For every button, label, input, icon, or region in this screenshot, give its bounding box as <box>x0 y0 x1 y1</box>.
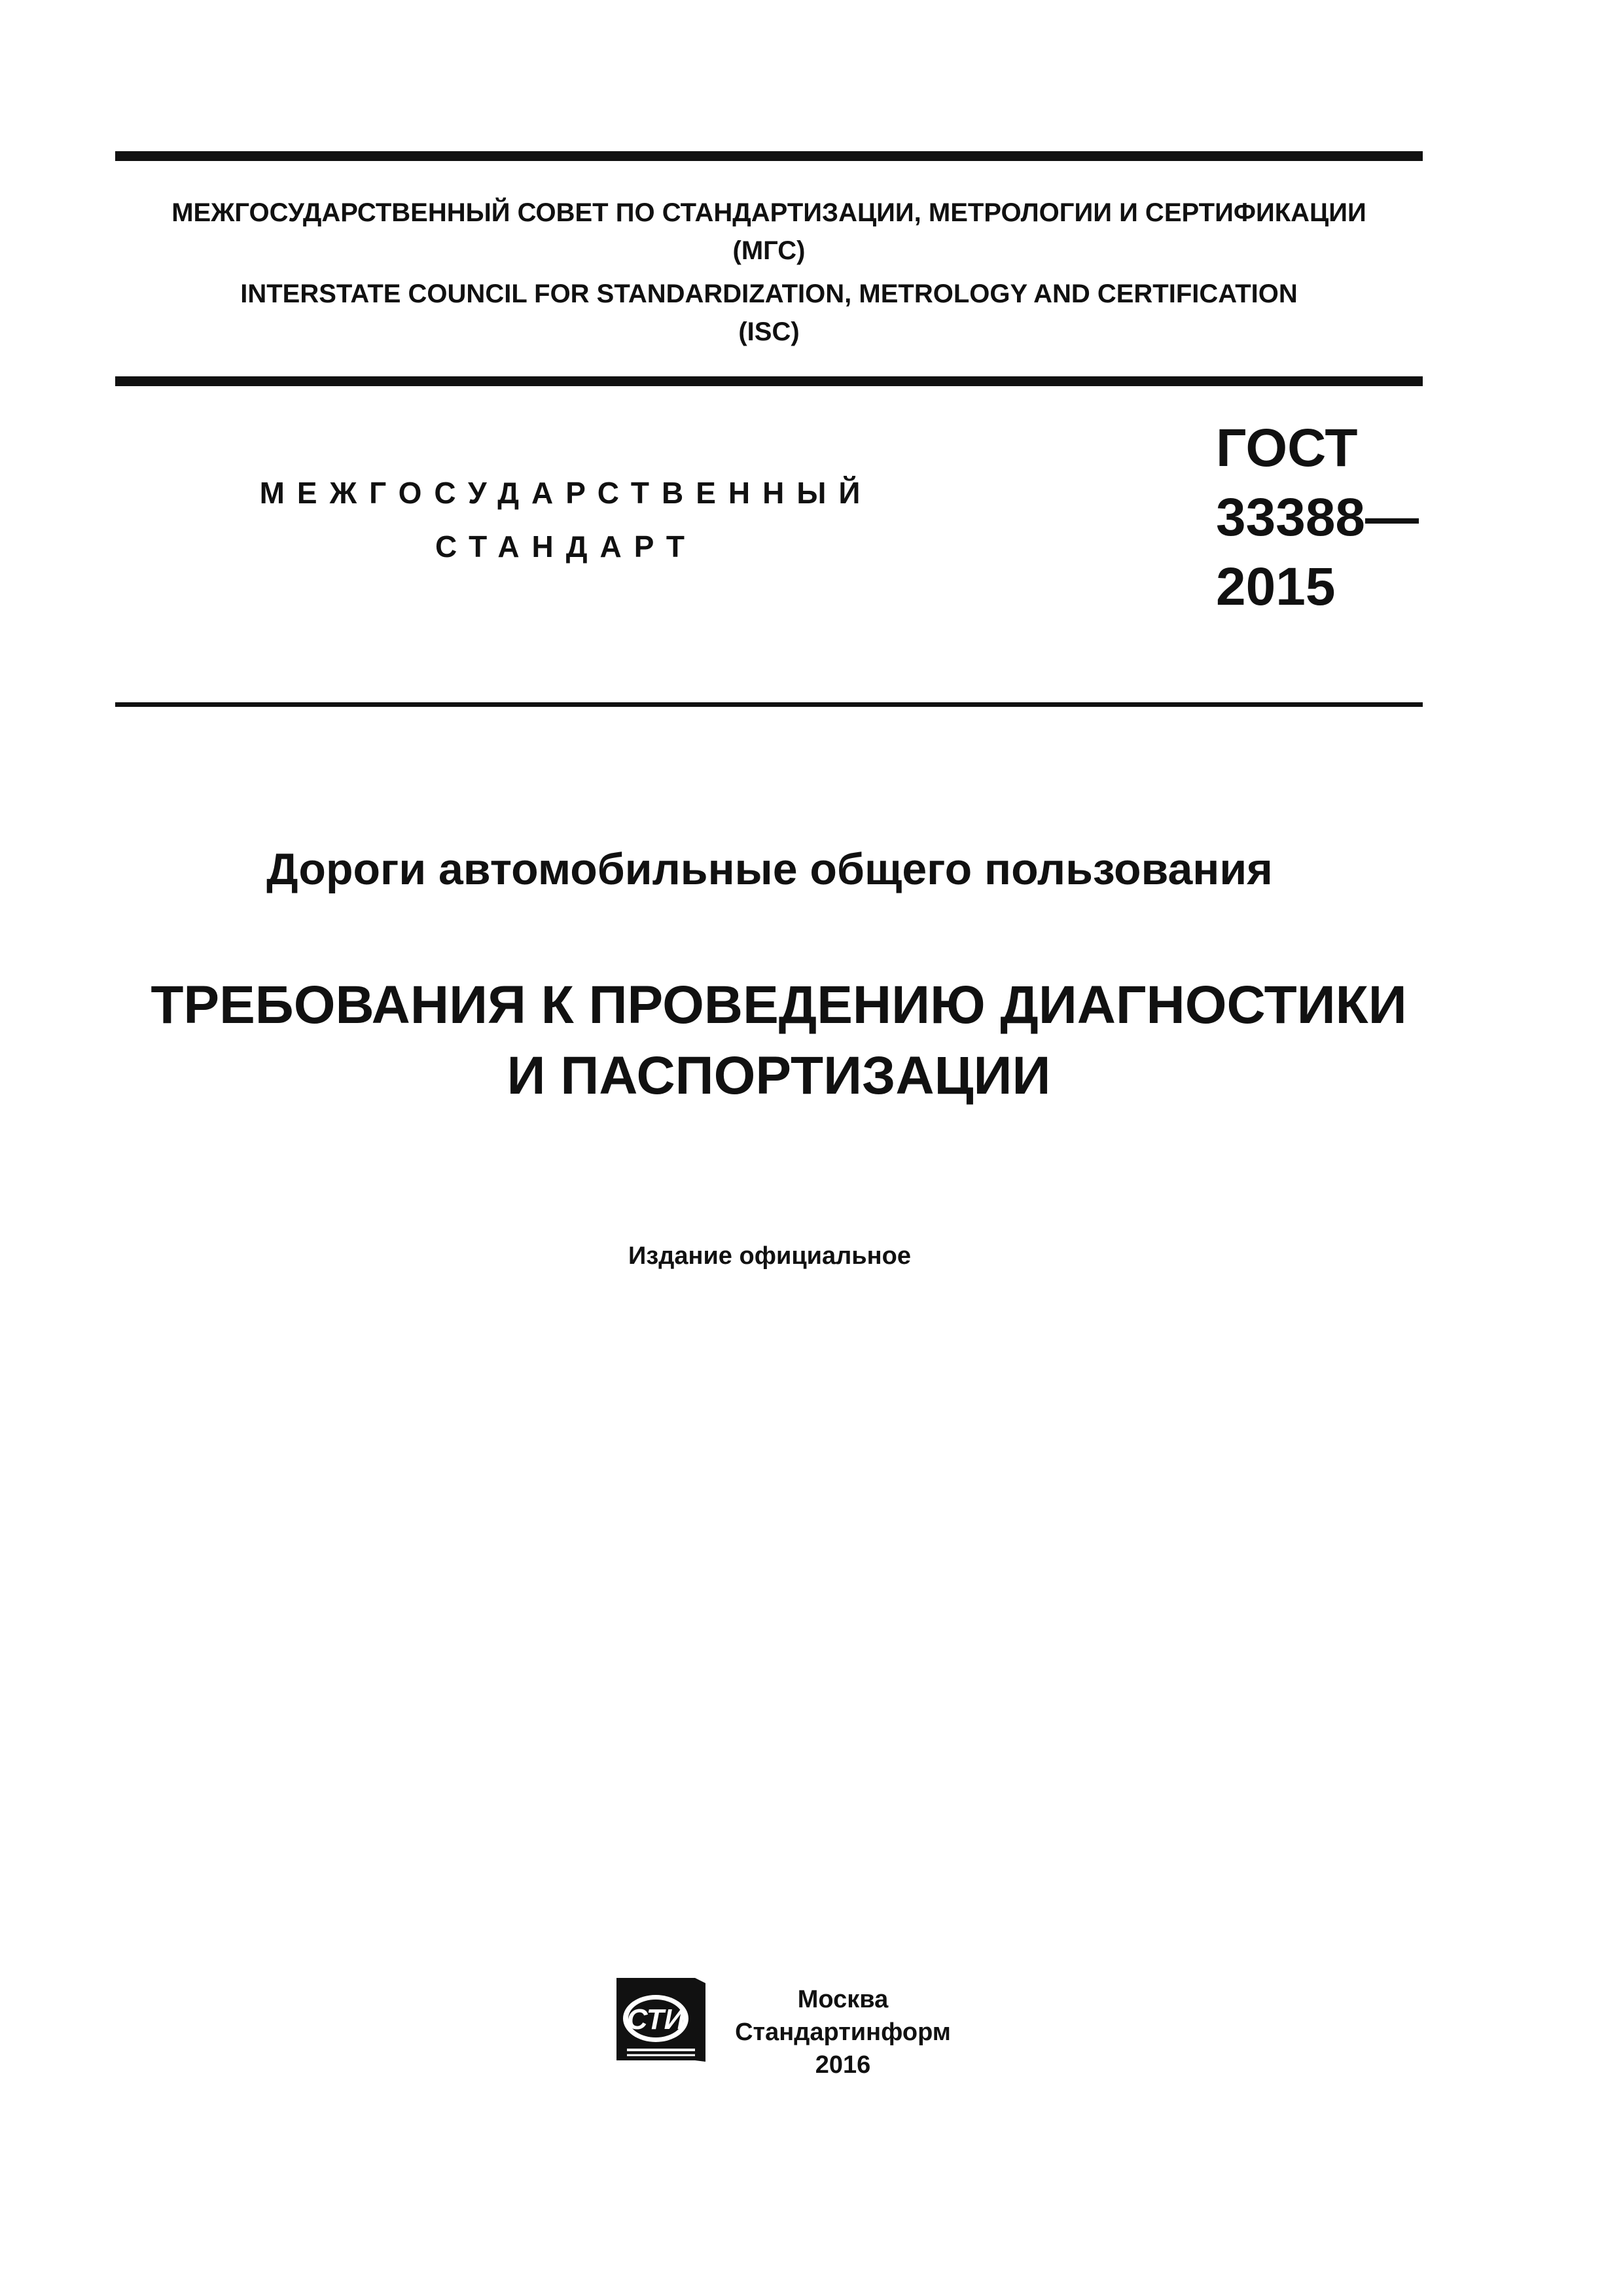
top-rule <box>115 151 1423 161</box>
document-title-line1: ТРЕБОВАНИЯ К ПРОВЕДЕНИЮ ДИАГНОСТИКИ <box>151 975 1407 1035</box>
standard-type <box>216 466 916 573</box>
logo-text: СТИ <box>626 2003 685 2036</box>
document-subtitle: Дороги автомобильные общего пользования <box>266 844 1273 894</box>
standartinform-logo-icon <box>615 1977 707 2063</box>
council-en <box>115 275 1423 351</box>
council-ru <box>115 194 1423 270</box>
document-title <box>92 970 1466 1111</box>
edition-label: Издание официальное <box>628 1242 911 1270</box>
council-ru-abbr: (МГС) <box>732 236 806 265</box>
gost-year: 2015 <box>1216 557 1336 617</box>
gost-number: 33388— <box>1216 488 1419 547</box>
header-bottom-rule <box>115 376 1423 386</box>
publisher-name: Стандартинформ <box>735 2018 951 2046</box>
designation-bottom-rule <box>115 702 1423 707</box>
council-ru-name: МЕЖГОСУДАРСТВЕННЫЙ СОВЕТ ПО СТАНДАРТИЗАЦИИ, МЕТРОЛОГИИ И СЕРТИФИКАЦИИ <box>171 198 1366 227</box>
document-title-line2: И ПАСПОРТИЗАЦИИ <box>507 1046 1051 1105</box>
standard-type-line2: СТАНДАРТ <box>435 529 697 564</box>
standard-type-line1: МЕЖГОСУДАРСТВЕННЫЙ <box>259 476 873 510</box>
gost-label: ГОСТ <box>1216 418 1358 478</box>
publisher-city: Москва <box>797 1986 889 2013</box>
publisher-year: 2016 <box>815 2051 871 2079</box>
council-en-abbr: (ISC) <box>738 317 800 346</box>
gost-designation <box>1216 414 1419 622</box>
publisher-block <box>719 1983 967 2081</box>
council-en-name: INTERSTATE COUNCIL FOR STANDARDIZATION, METROLOGY AND CERTIFICATION <box>240 279 1298 308</box>
